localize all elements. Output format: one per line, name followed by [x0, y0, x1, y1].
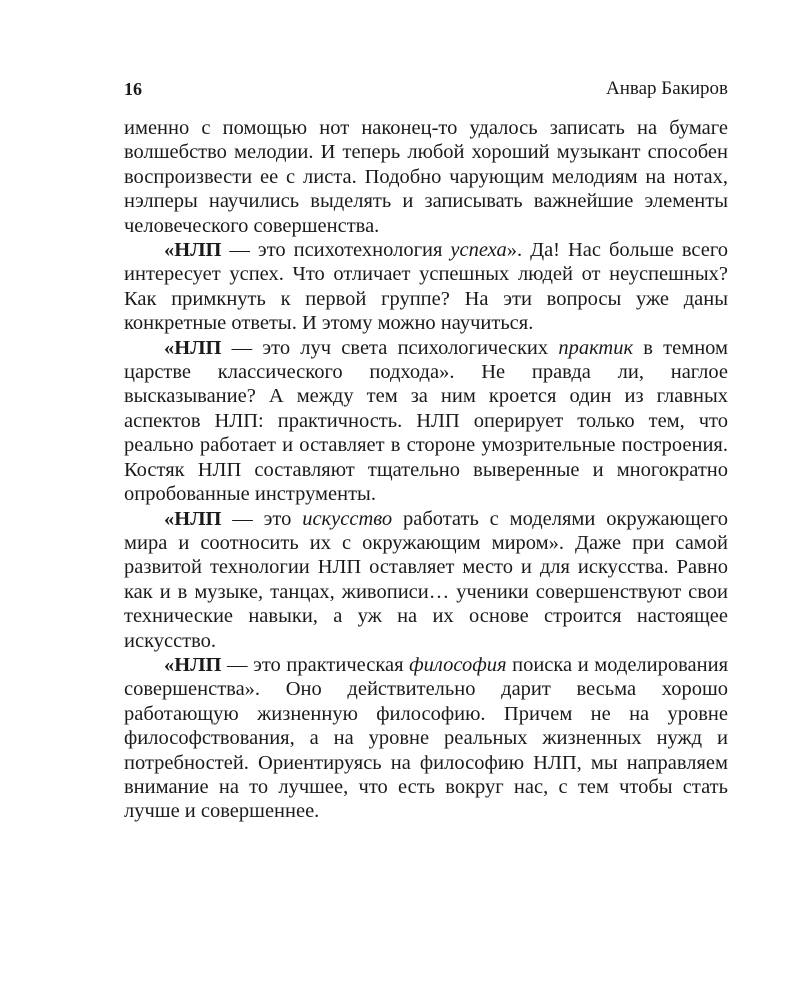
paragraph-text: поиска и моделирования совершенства». Оно действительно дарит весьма хорошо работающую жизненную философию. Причем не на уровне философствования, а на уровне реальных жизненных нужд и потребностей. Ориентируясь на философию НЛП, мы направляем внимание на то лучшее, что есть вокруг нас, с тем чтобы стать лучше и совершеннее. [124, 653, 729, 823]
paragraph-1: именно с помощью нот наконец-то удалось записать на бумаге волшебство мелодии. И теперь любой хороший музыкант способен воспроизвести ее с листа. Подобно чарующим мелодиям на нотах, нэлперы научились выделять и записывать важнейшие элементы человеческого совершенства. [124, 117, 728, 237]
nlp-term: «НЛП [164, 239, 222, 262]
body-text [124, 116, 728, 824]
paragraph-text: — это [221, 507, 303, 530]
paragraph-text: в темном царстве классического подхода». Не правда ли, наглое высказывание? А между тем за ним кроется один из главных аспектов НЛП: практичность. НЛП оперирует только тем, что реально работает и оставляет в стороне умозрительные построения. Костяк НЛП составляют тщательно выверенные и многократно опробованные инструменты. [124, 336, 729, 506]
page-header [124, 76, 728, 102]
running-head-author: Анвар Бакиров [605, 78, 728, 99]
paragraph-2 [124, 238, 728, 336]
paragraph-4 [124, 507, 728, 653]
paragraph-text: работать с моделями окружающего мира и соотносить их с окружающим миром». Даже при самой развитой технологии НЛП оставляет место и для искусства. Равно как и в музыке, танцах, живописи… ученики совершенствуют свои технические навыки, а уж на их основе строится настоящее искусство. [124, 507, 728, 652]
emphasis: успеха [450, 239, 507, 262]
page-number: 16 [124, 79, 142, 99]
paragraph-text: — это психотехнология [221, 239, 451, 262]
emphasis: философия [409, 653, 507, 676]
paragraph-3 [124, 336, 728, 507]
emphasis: искусство [302, 507, 393, 530]
nlp-term: «НЛП [164, 336, 222, 359]
paragraph-text: — это луч света психологических [221, 336, 559, 359]
emphasis: практик [558, 336, 634, 359]
nlp-term: «НЛП [164, 507, 222, 530]
paragraph-text: — это практическая [221, 653, 410, 676]
paragraph-text: ». Да! Нас больше всего интересует успех. Что отличает успешных людей от неуспешных? Как примкнуть к первой группе? На эти вопросы уже даны конкретные ответы. И этому можно научиться. [124, 239, 728, 335]
nlp-term: «НЛП [164, 653, 222, 676]
paragraph-5 [124, 653, 728, 824]
